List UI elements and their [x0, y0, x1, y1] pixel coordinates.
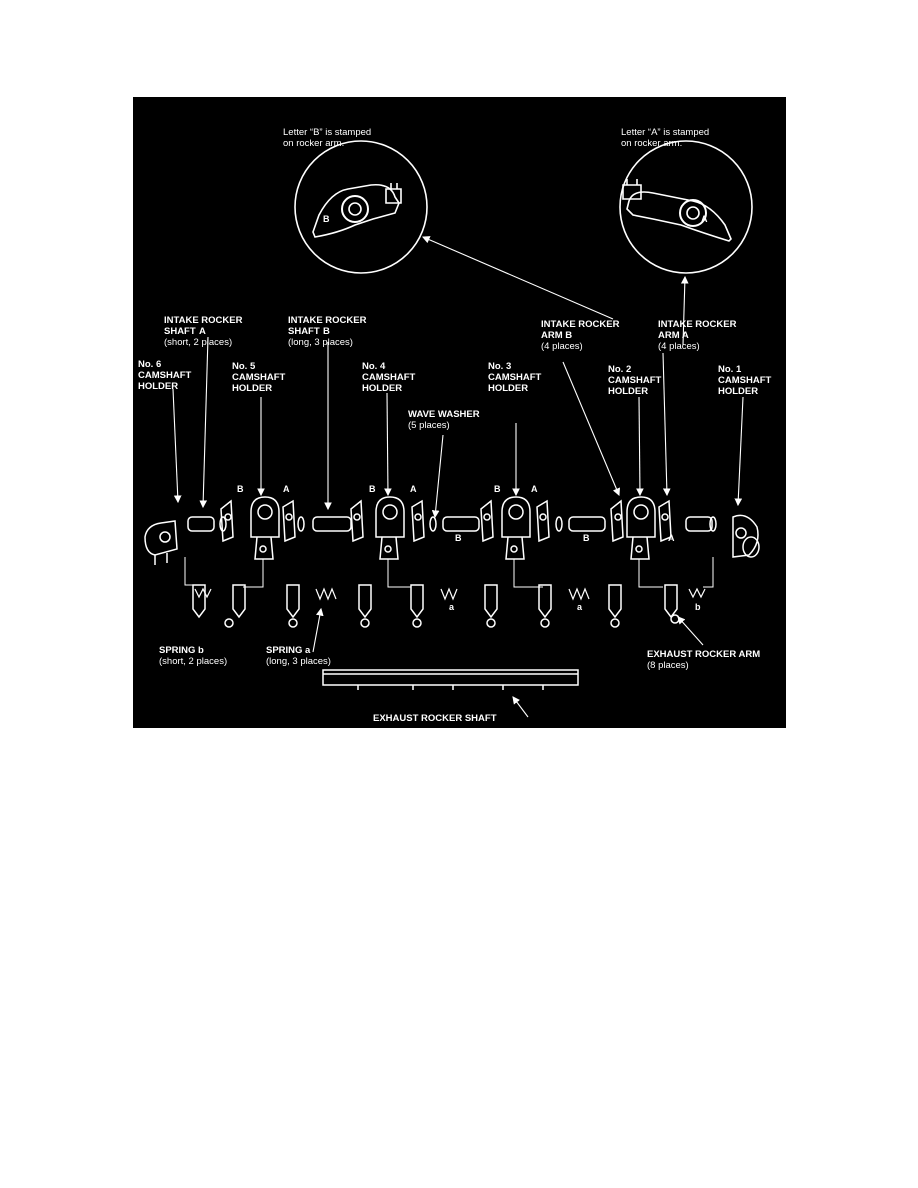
detail-b-line2: on rocker arm. — [283, 138, 345, 149]
shaft-mark: A — [668, 533, 675, 543]
holder-no2 — [627, 497, 655, 559]
spring-mark: b — [695, 602, 701, 612]
arm-mark: A — [410, 484, 417, 494]
detail-a-line1: Letter “A” is stamped — [621, 127, 710, 138]
holder-no4 — [376, 497, 404, 559]
intake-arms — [221, 501, 671, 541]
diagram-panel: Letter “B” is stamped on rocker arm. B Letter “A” is stamped on rocker arm. A INTAKE ROCKER SHAFT A (short, 2 places) INTAKE ROCKER SHAFT B (long, 3 places) INTAKE ROCKER ARM B (4 places) INTAKE ROCKER ARM A (4 places) No. 6 CAMSHAFT HOLDER No. 5 CAMSHAFT HOLDER No. 4 CAMSHAFT HOLDER No. 3 CAMSHAFT HOLDER No. 2 CAMSHAFT HOLDER No. 1 CAMSHAFT HOLDER WAVE WASHER (5 places) SPRING b (short, 2 places) SPRING a (long, 3 places) EXHAUST ROCKER ARM (8 places) EXHAUST ROCKER SHAFT B A B A B A B B A a a b — [133, 97, 786, 728]
exhaust-shaft-drawing — [323, 670, 578, 690]
detail-b-mark: B — [323, 214, 330, 224]
label-exhaust-shaft: EXHAUST ROCKER SHAFT — [373, 713, 497, 724]
leader-lines — [173, 237, 743, 717]
shaft-mark: B — [455, 533, 462, 543]
arm-mark: B — [494, 484, 501, 494]
shaft-mark: B — [583, 533, 590, 543]
spring-mark: a — [449, 602, 455, 612]
drop-lines — [185, 557, 713, 587]
detail-circle-a — [620, 138, 752, 273]
holder-no1 — [733, 515, 759, 557]
springs — [195, 589, 705, 599]
detail-b-line1: Letter “B” is stamped — [283, 127, 372, 138]
arm-mark: B — [237, 484, 244, 494]
spring-mark: a — [577, 602, 583, 612]
holder-no6 — [145, 521, 177, 565]
holder-no5 — [251, 497, 279, 559]
arm-mark: A — [283, 484, 290, 494]
detail-circle-b — [295, 141, 427, 273]
exhaust-arms — [193, 585, 679, 627]
detail-a-line2: on rocker arm. — [621, 138, 683, 149]
arm-mark: A — [531, 484, 538, 494]
detail-a-mark: A — [701, 214, 708, 224]
arm-mark: B — [369, 484, 376, 494]
holder-no3 — [502, 497, 530, 559]
